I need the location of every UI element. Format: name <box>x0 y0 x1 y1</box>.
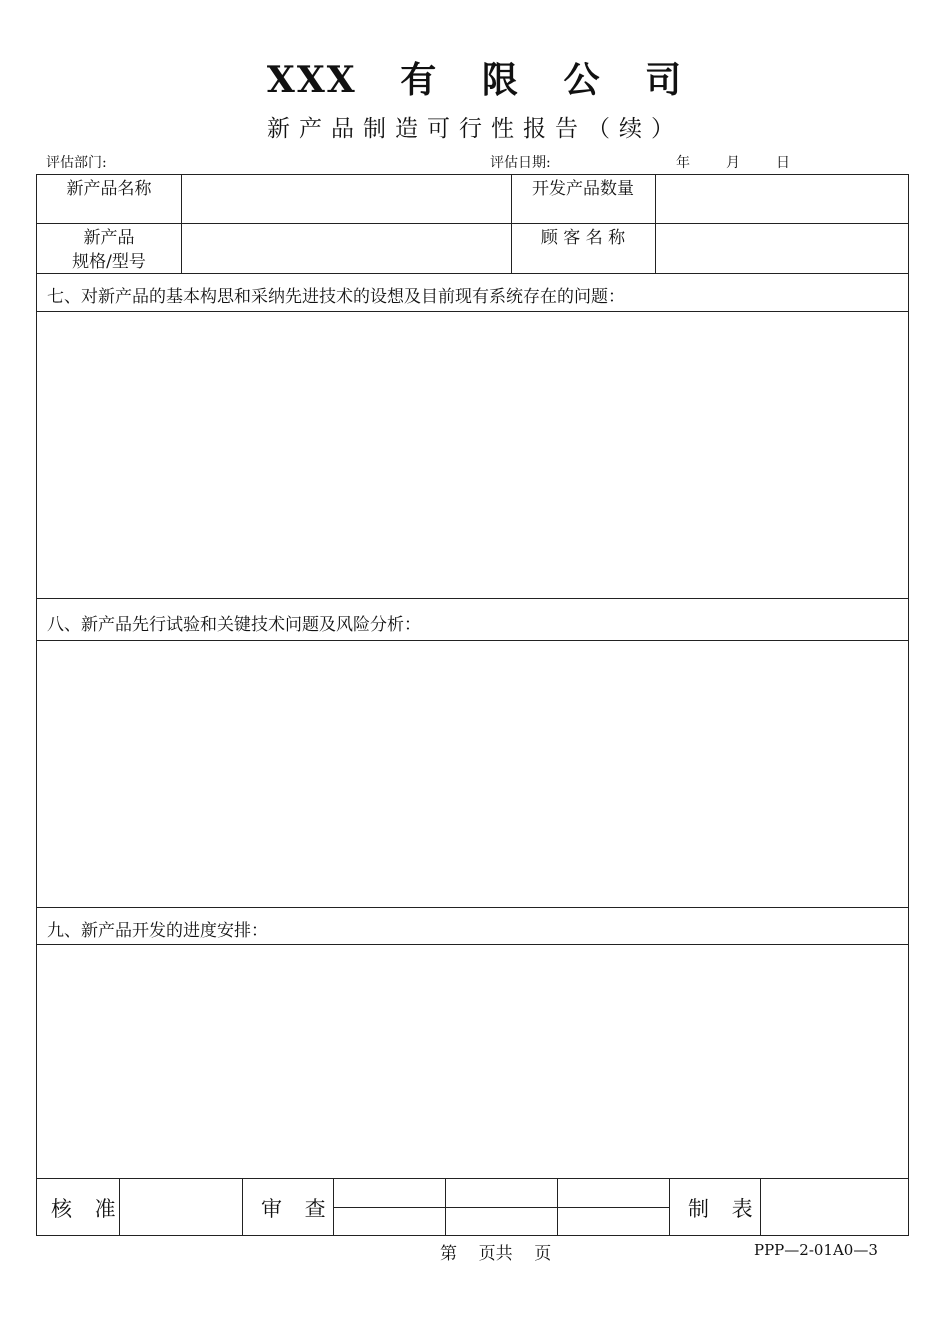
section7-content-area[interactable] <box>38 312 907 597</box>
section8-content-area[interactable] <box>38 641 907 906</box>
year-label: 年 <box>676 155 690 171</box>
feasibility-form <box>36 174 909 1236</box>
divider <box>242 1178 243 1235</box>
review-signature-field[interactable] <box>446 1179 556 1206</box>
section7-label: 七、对新产品的基本构思和采纳先进技术的设想及目前现有系统存在的问题： <box>47 287 625 307</box>
product-name-field[interactable] <box>182 176 510 222</box>
section8-label: 八、新产品先行试验和关键技术问题及风险分析： <box>47 615 421 635</box>
review-signature-field[interactable] <box>558 1179 668 1206</box>
product-spec-label-line2: 规格/型号 <box>72 252 146 272</box>
month-label: 月 <box>726 155 740 171</box>
prepare-label: 制 表 <box>688 1197 761 1221</box>
product-name-label: 新产品名称 <box>66 179 152 199</box>
eval-dept-label: 评估部门: <box>46 155 107 171</box>
report-subtitle: 新产品制造可行性报告（续） <box>267 116 683 142</box>
review-label: 审 查 <box>261 1197 334 1221</box>
divider <box>669 1178 670 1235</box>
product-spec-field[interactable] <box>182 224 510 272</box>
page-number-text: 第 页共 页 <box>440 1244 552 1264</box>
dev-quantity-field[interactable] <box>656 176 908 222</box>
customer-name-field[interactable] <box>656 224 908 272</box>
divider <box>37 907 908 908</box>
day-label: 日 <box>776 155 790 171</box>
product-spec-label-line1: 新产品 <box>83 228 135 248</box>
approve-signature-field[interactable] <box>120 1179 241 1234</box>
dev-quantity-label: 开发产品数量 <box>532 179 634 199</box>
company-title: XXX 有 限 公 司 <box>266 59 684 101</box>
divider <box>333 1207 669 1208</box>
eval-date-label: 评估日期: <box>490 155 551 171</box>
section9-content-area[interactable] <box>38 945 907 1177</box>
prepare-signature-field[interactable] <box>761 1179 907 1234</box>
divider <box>37 598 908 599</box>
approve-label: 核 准 <box>51 1197 124 1221</box>
customer-name-label: 顾 客 名 称 <box>540 228 626 248</box>
document-code: PPP—2-01A0—3 <box>754 1241 878 1259</box>
section9-label: 九、新产品开发的进度安排： <box>47 921 268 941</box>
review-signature-field[interactable] <box>334 1179 444 1206</box>
